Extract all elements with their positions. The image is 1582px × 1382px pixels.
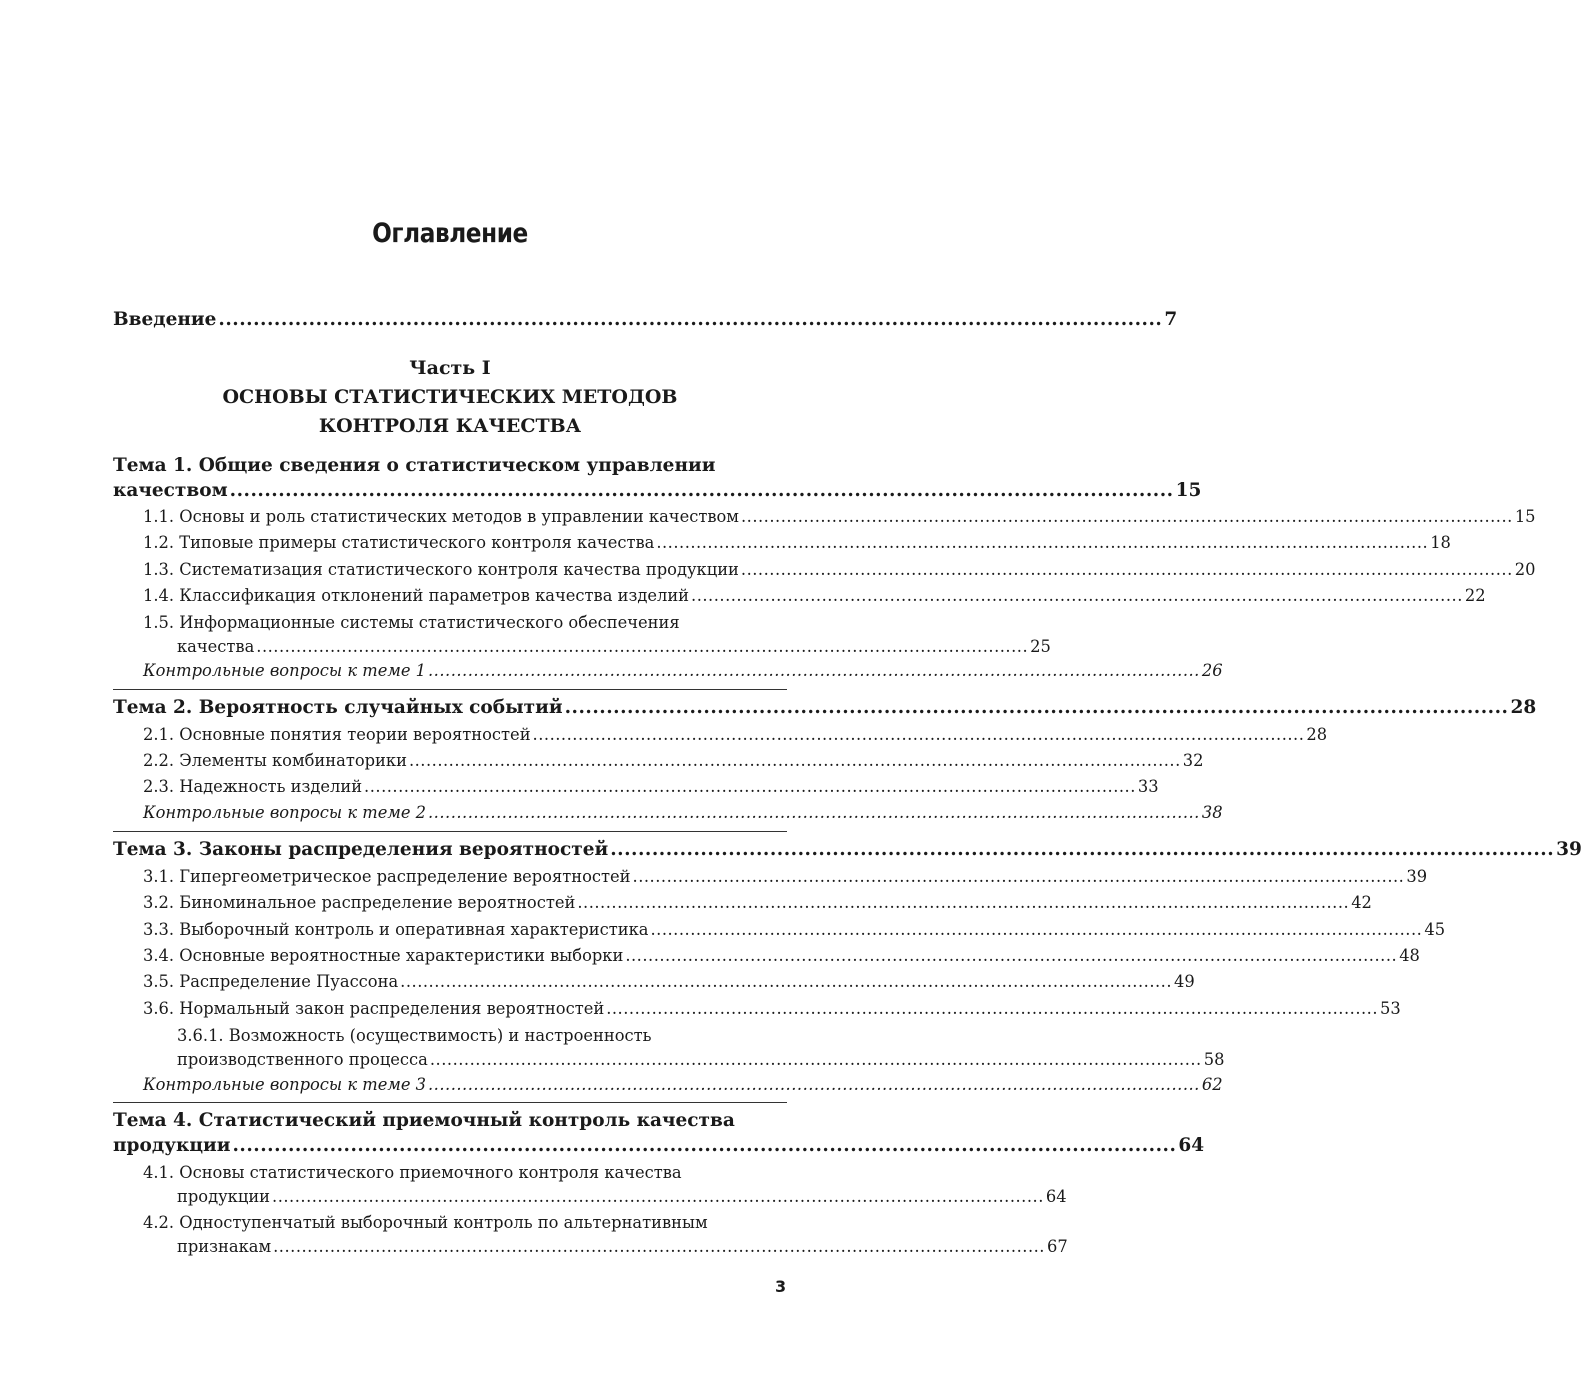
leader-dots: ........................................................................................................................................ — [606, 999, 1379, 1018]
toc-page: 28 — [1306, 725, 1328, 744]
leader-dots: ........................................................................................................................................ — [229, 480, 1174, 501]
toc-page: 32 — [1182, 751, 1204, 770]
toc-page: 33 — [1137, 777, 1159, 796]
toc-title: 3.4. Основные вероятностные характеристики выборки — [143, 946, 624, 965]
toc-page: 28 — [1510, 697, 1537, 718]
divider — [113, 831, 787, 832]
toc-page: 26 — [1201, 661, 1223, 680]
leader-dots: ........................................................................................................................................ — [272, 1187, 1044, 1206]
toc-section-3-6-1-line1[interactable]: 3.6.1. Возможность (осуществимость) и настроенность — [177, 1026, 652, 1045]
leader-dots: ........................................................................................................................................ — [429, 1050, 1202, 1069]
divider — [113, 1102, 787, 1103]
toc-questions-2[interactable] — [113, 803, 1223, 822]
toc-theme1[interactable] — [113, 480, 1202, 501]
toc-theme2[interactable] — [113, 697, 1537, 718]
toc-title: продукции — [177, 1187, 271, 1206]
toc-title: Тема 2. Вероятность случайных событий — [113, 697, 563, 718]
leader-dots: ........................................................................................................................................ — [740, 560, 1513, 579]
toc-title: 2.2. Элементы комбинаторики — [143, 751, 407, 770]
toc-title: 3.1. Гипергеометрическое распределение вероятностей — [143, 867, 631, 886]
toc-page: 67 — [1046, 1237, 1068, 1256]
toc-page: 38 — [1201, 803, 1223, 822]
toc-title: признакам — [177, 1237, 272, 1256]
leader-dots: ........................................................................................................................................ — [610, 839, 1555, 860]
toc-section-4-2[interactable] — [113, 1237, 1068, 1256]
toc-page: 64 — [1045, 1187, 1067, 1206]
leader-dots: ........................................................................................................................................ — [656, 533, 1429, 552]
toc-title: продукции — [113, 1135, 231, 1156]
leader-dots: ........................................................................................................................................ — [232, 1135, 1177, 1156]
toc-section-1-4[interactable] — [113, 586, 1486, 605]
toc-section-3-1[interactable] — [113, 867, 1428, 886]
leader-dots: ........................................................................................................................................ — [364, 777, 1136, 796]
leader-dots: ........................................................................................................................................ — [577, 893, 1350, 912]
leader-dots: ........................................................................................................................................ — [564, 697, 1509, 718]
leader-dots: ........................................................................................................................................ — [273, 1237, 1045, 1256]
toc-title: 3.6. Нормальный закон распределения вероятностей — [143, 999, 605, 1018]
toc-title: 1.3. Систематизация статистического контроля качества продукции — [143, 560, 739, 579]
toc-page: 62 — [1201, 1075, 1223, 1094]
toc-page: 15 — [1175, 480, 1202, 501]
leader-dots: ........................................................................................................................................ — [532, 725, 1305, 744]
toc-title: 3.5. Распределение Пуассона — [143, 972, 399, 991]
toc-page: 64 — [1178, 1135, 1205, 1156]
leader-dots: ........................................................................................................................................ — [632, 867, 1405, 886]
toc-theme4[interactable] — [113, 1135, 1205, 1156]
toc-section-2-1[interactable] — [113, 725, 1328, 744]
toc-title: Введение — [113, 309, 217, 330]
toc-title: 1.4. Классификация отклонений параметров качества изделий — [143, 586, 690, 605]
toc-questions-1[interactable] — [113, 661, 1223, 680]
toc-page: 42 — [1351, 893, 1372, 912]
toc-section-1-5[interactable] — [113, 637, 1051, 656]
toc-title: Контрольные вопросы к теме 1 — [143, 661, 426, 680]
toc-page: 48 — [1399, 946, 1420, 965]
leader-dots: ........................................................................................................................................ — [256, 637, 1029, 656]
toc-page: 7 — [1164, 309, 1178, 330]
toc-page: 15 — [1514, 507, 1536, 526]
part-title-line2: КОНТРОЛЯ КАЧЕСТВА — [318, 415, 582, 437]
toc-section-3-6[interactable] — [113, 999, 1401, 1018]
toc-theme1-line1[interactable]: Тема 1. Общие сведения о статистическом управлении — [113, 455, 716, 476]
part-title-line1: ОСНОВЫ СТАТИСТИЧЕСКИХ МЕТОДОВ — [222, 386, 678, 408]
toc-page: 39 — [1406, 867, 1428, 886]
toc-section-4-2-line1[interactable]: 4.2. Одноступенчатый выборочный контроль по альтернативным — [143, 1213, 708, 1232]
toc-section-4-1-line1[interactable]: 4.1. Основы статистического приемочного контроля качества — [143, 1163, 682, 1182]
toc-theme4-line1[interactable]: Тема 4. Статистический приемочный контроль качества — [113, 1110, 735, 1131]
toc-page: 58 — [1203, 1050, 1225, 1069]
toc-section-1-1[interactable] — [113, 507, 1536, 526]
toc-title: Контрольные вопросы к теме 2 — [143, 803, 426, 822]
toc-questions-3[interactable] — [113, 1075, 1223, 1094]
leader-dots: ........................................................................................................................................ — [625, 946, 1398, 965]
leader-dots: ........................................................................................................................................ — [218, 309, 1163, 330]
toc-page: 22 — [1464, 586, 1486, 605]
toc-page: 45 — [1424, 920, 1446, 939]
toc-section-3-2[interactable] — [113, 893, 1372, 912]
leader-dots: ........................................................................................................................................ — [400, 972, 1173, 991]
leader-dots: ........................................................................................................................................ — [408, 751, 1181, 770]
divider — [113, 689, 787, 690]
leader-dots: ........................................................................................................................................ — [428, 803, 1200, 822]
toc-section-3-5[interactable] — [113, 972, 1195, 991]
toc-section-1-3[interactable] — [113, 560, 1536, 579]
leader-dots: ........................................................................................................................................ — [650, 920, 1423, 939]
toc-title: Тема 3. Законы распределения вероятностей — [113, 839, 609, 860]
toc-theme3[interactable] — [113, 839, 1582, 860]
toc-page: 18 — [1430, 533, 1451, 552]
leader-dots: ........................................................................................................................................ — [428, 1075, 1200, 1094]
toc-page: 49 — [1174, 972, 1195, 991]
toc-section-1-5-line1[interactable]: 1.5. Информационные системы статистического обеспечения — [143, 613, 680, 632]
toc-section-3-6-1[interactable] — [113, 1050, 1225, 1069]
toc-title: качества — [177, 637, 255, 656]
toc-entry-intro[interactable] — [113, 309, 1178, 330]
toc-title: 2.1. Основные понятия теории вероятностей — [143, 725, 531, 744]
toc-section-3-4[interactable] — [113, 946, 1420, 965]
page-title: Оглавление — [372, 218, 528, 249]
toc-section-2-3[interactable] — [113, 777, 1159, 796]
toc-section-2-2[interactable] — [113, 751, 1204, 770]
toc-title: 3.3. Выборочный контроль и оперативная характеристика — [143, 920, 649, 939]
page-number: 3 — [775, 1277, 787, 1296]
toc-title: 1.2. Типовые примеры статистического контроля качества — [143, 533, 655, 552]
part-number: Часть I — [409, 357, 491, 379]
toc-page: 39 — [1556, 839, 1582, 860]
leader-dots: ........................................................................................................................................ — [691, 586, 1463, 605]
leader-dots: ........................................................................................................................................ — [428, 661, 1200, 680]
toc-page: 20 — [1514, 560, 1536, 579]
toc-title: 3.2. Биноминальное распределение вероятностей — [143, 893, 576, 912]
toc-section-1-2[interactable] — [113, 533, 1451, 552]
toc-page: 25 — [1030, 637, 1051, 656]
toc-page: 53 — [1380, 999, 1401, 1018]
toc-section-4-1[interactable] — [113, 1187, 1067, 1206]
toc-title: качеством — [113, 480, 228, 501]
toc-title: Контрольные вопросы к теме 3 — [143, 1075, 426, 1094]
toc-title: производственного процесса — [177, 1050, 428, 1069]
toc-title: 2.3. Надежность изделий — [143, 777, 363, 796]
toc-section-3-3[interactable] — [113, 920, 1446, 939]
leader-dots: ........................................................................................................................................ — [740, 507, 1513, 526]
toc-title: 1.1. Основы и роль статистических методов в управлении качеством — [143, 507, 739, 526]
